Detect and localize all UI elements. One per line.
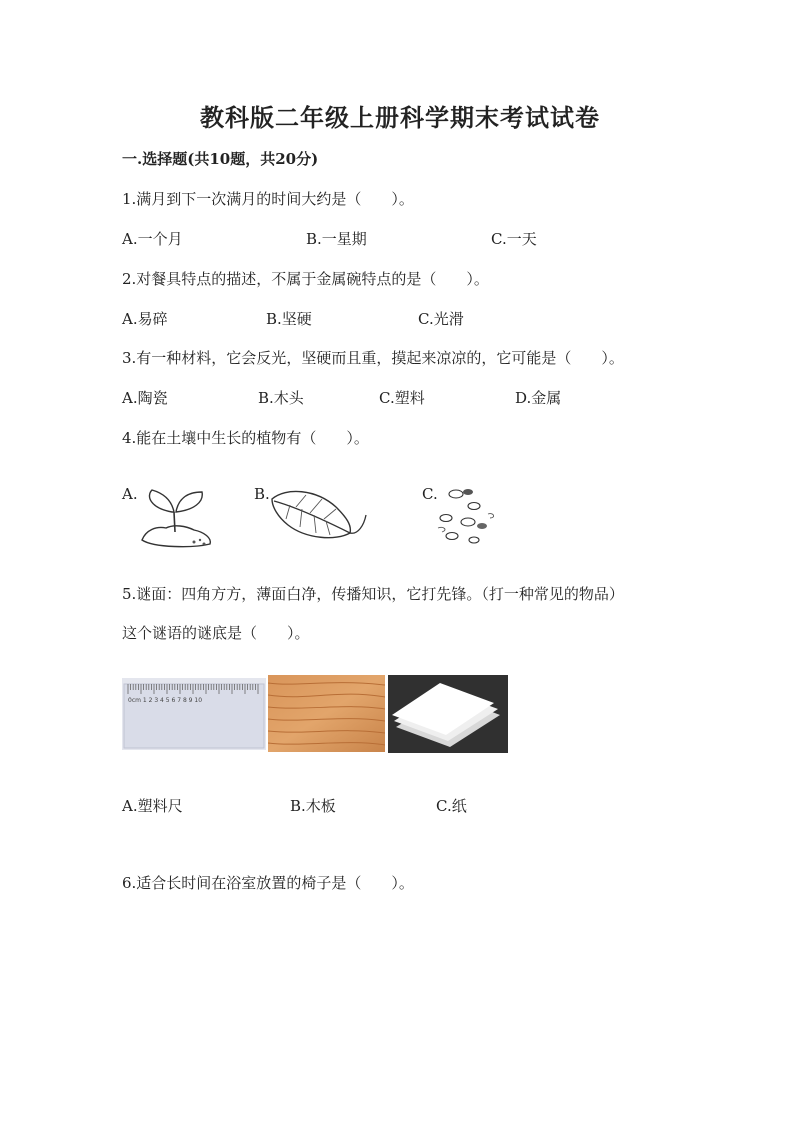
question-3: 3.有一种材料，它会反光，坚硬而且重，摸起来凉凉的，它可能是（ ）。	[122, 349, 624, 367]
q2-option-c[interactable]: C.光滑	[418, 310, 464, 328]
wood-board-image	[268, 675, 385, 752]
question-2: 2.对餐具特点的描述，不属于金属碗特点的是（ ）。	[122, 270, 489, 288]
q3-option-a[interactable]: A.陶瓷	[122, 389, 168, 407]
q5-option-a[interactable]: A.塑料尺	[122, 797, 183, 815]
q4-option-b[interactable]: B.	[254, 485, 270, 503]
ruler-scale-text: 0cm 1 2 3 4 5 6 7 8 9 10	[128, 697, 203, 704]
q1-option-c[interactable]: C.一天	[491, 230, 537, 248]
q3-option-d[interactable]: D.金属	[515, 389, 562, 407]
paper-stack-image	[388, 675, 508, 753]
question-5-line-2: 这个谜语的谜底是（ ）。	[122, 624, 310, 642]
q5-option-b[interactable]: B.木板	[290, 797, 336, 815]
floating-duckweed-image	[434, 484, 504, 550]
q4-option-c[interactable]: C.	[422, 485, 438, 503]
plastic-ruler-image	[122, 678, 266, 750]
q4-option-a[interactable]: A.	[122, 485, 138, 503]
q3-option-b[interactable]: B.木头	[258, 389, 304, 407]
question-6: 6.适合长时间在浴室放置的椅子是（ ）。	[122, 874, 414, 892]
question-1: 1.满月到下一次满月的时间大约是（ ）。	[122, 190, 414, 208]
q1-option-b[interactable]: B.一星期	[306, 230, 367, 248]
sprout-in-soil-image	[134, 482, 216, 552]
q2-option-b[interactable]: B.坚硬	[266, 310, 312, 328]
q5-option-c[interactable]: C.纸	[436, 797, 467, 815]
q1-option-a[interactable]: A.一个月	[122, 230, 183, 248]
q2-option-a[interactable]: A.易碎	[122, 310, 168, 328]
fallen-leaf-image	[266, 485, 370, 547]
question-5: 5.谜面：四角方方，薄面白净，传播知识，它打先锋。（打一种常见的物品）	[122, 585, 624, 603]
q3-option-c[interactable]: C.塑料	[379, 389, 425, 407]
exam-title: 教科版二年级上册科学期末考试试卷	[200, 103, 600, 132]
question-4: 4.能在土壤中生长的植物有（ ）。	[122, 429, 369, 447]
section-heading: 一.选择题(共10题，共20分)	[122, 150, 319, 168]
